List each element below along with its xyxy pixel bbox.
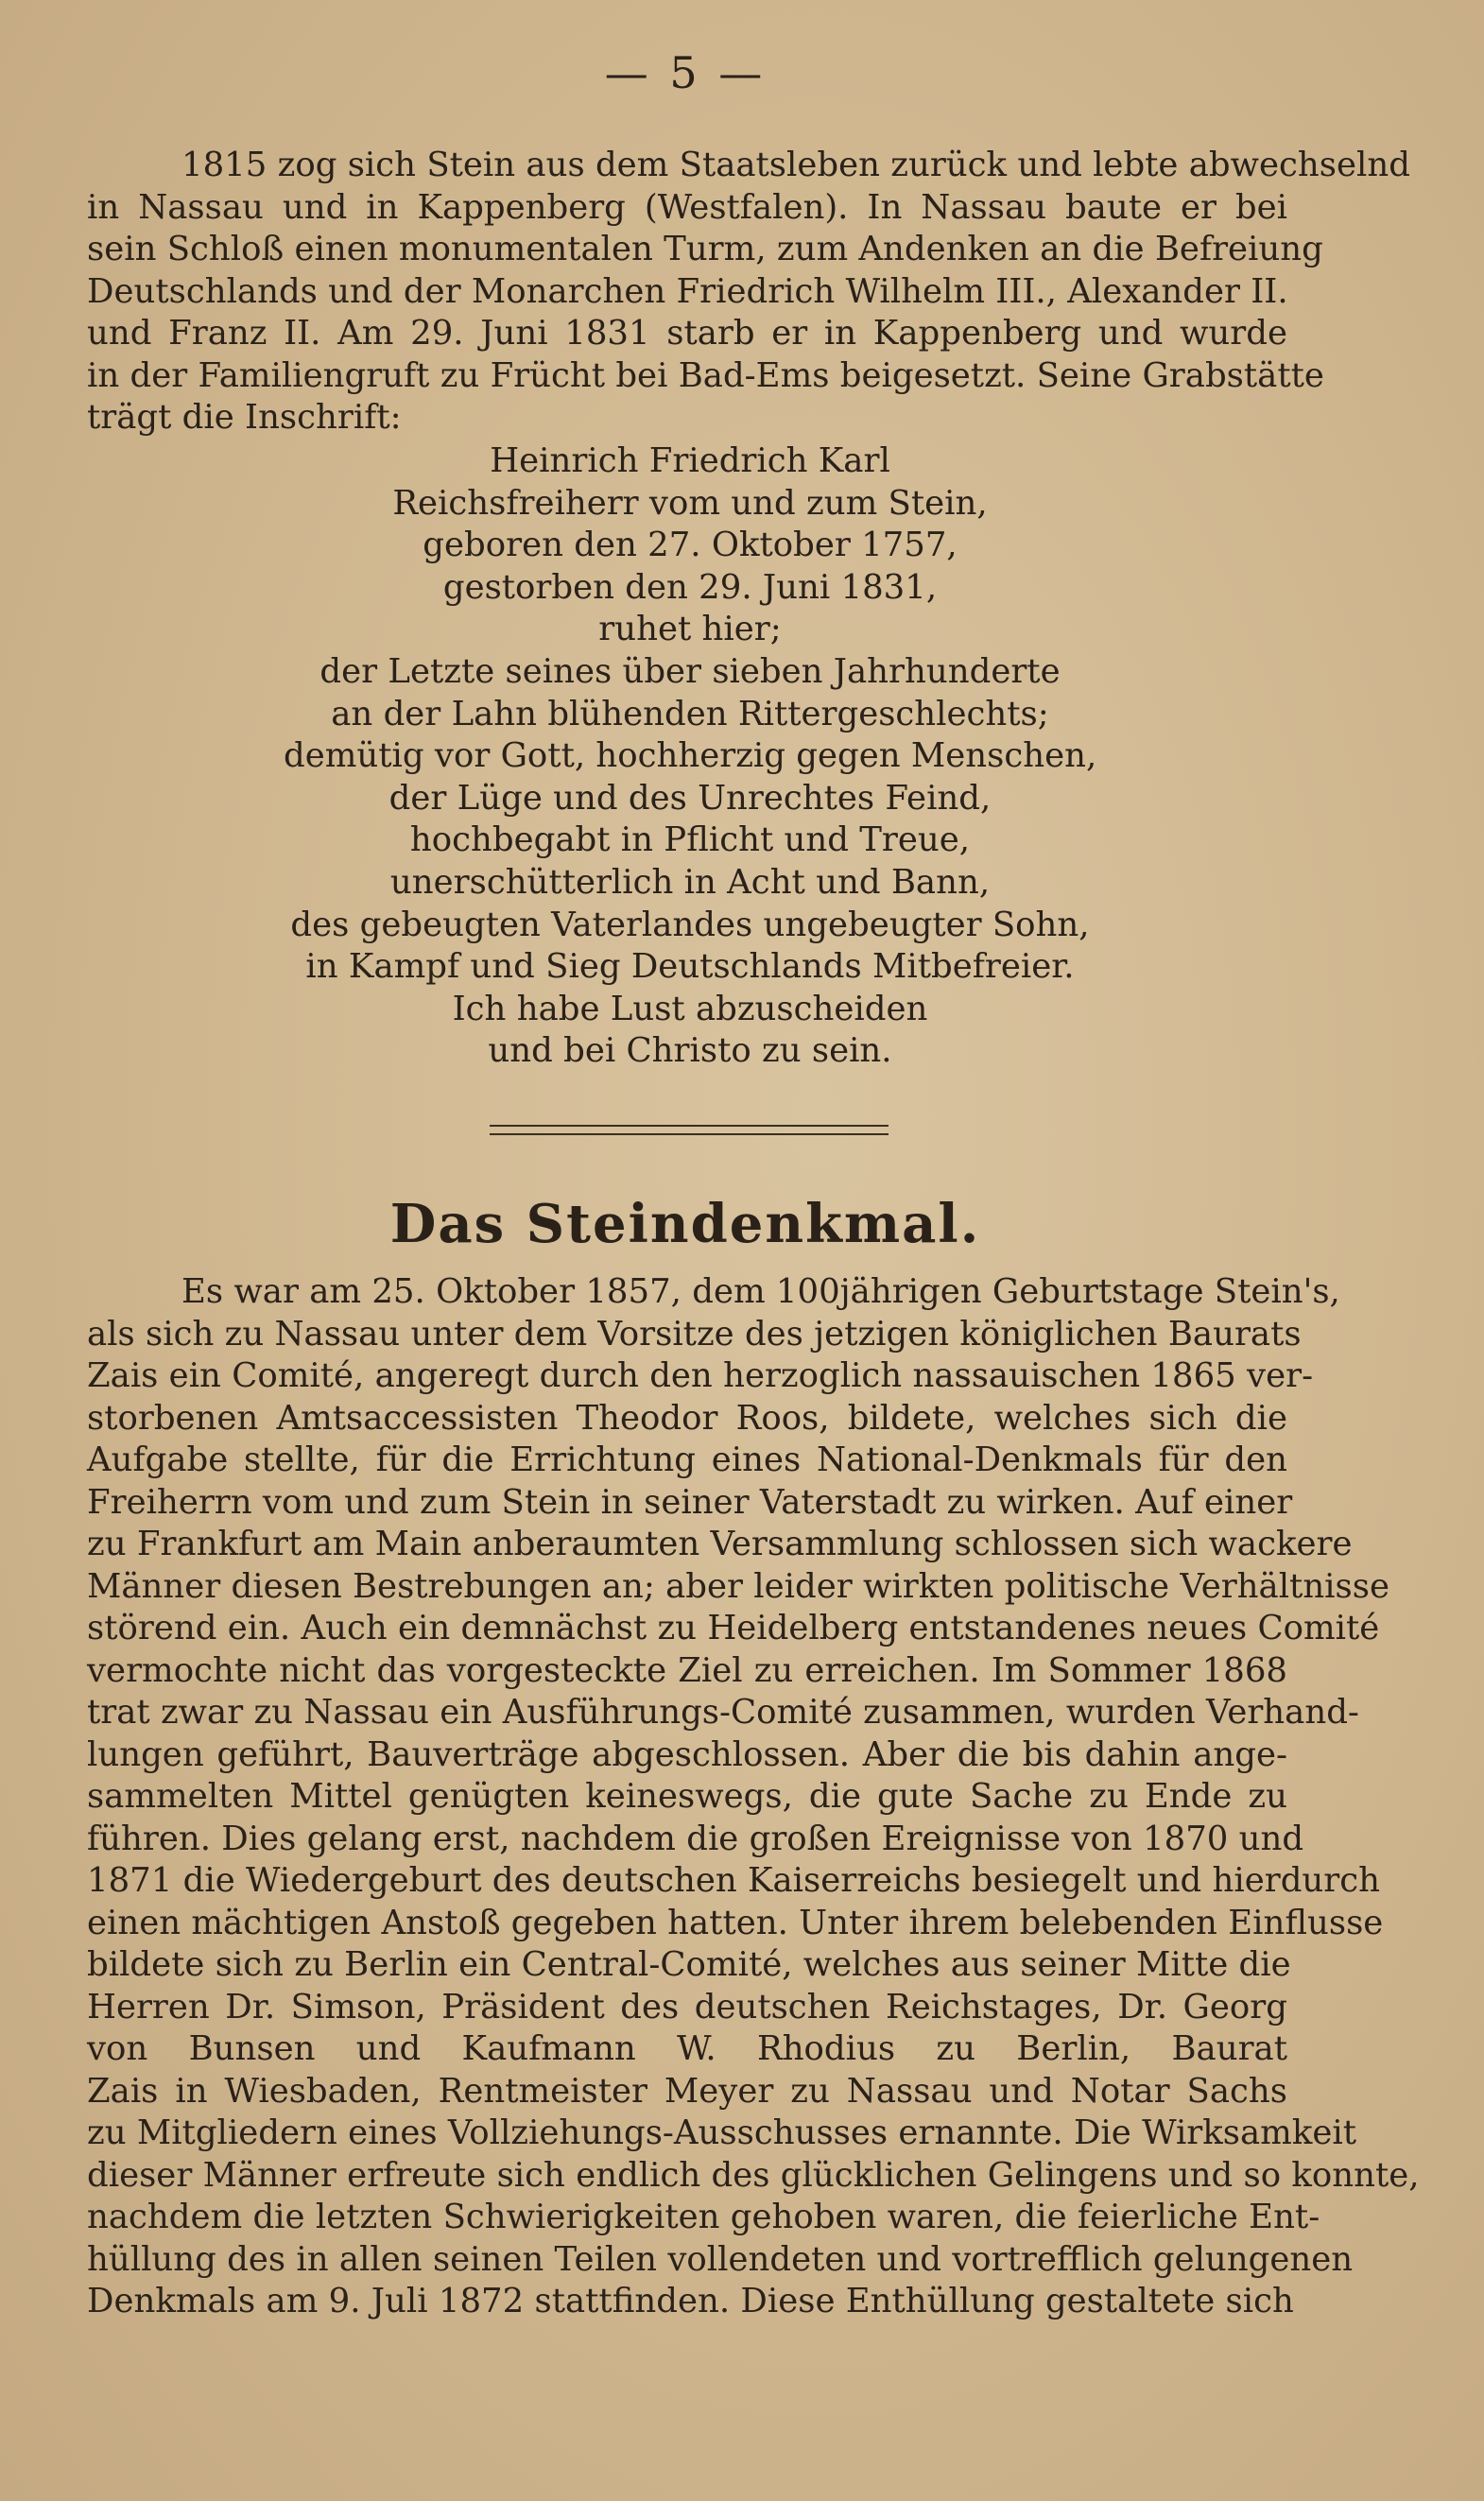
body-line: Zais in Wiesbaden, Rentmeister Meyer zu Nassau und Notar Sachs: [87, 2071, 1287, 2111]
section-divider: [490, 1133, 889, 1135]
body-line: sammelten Mittel genügten keineswegs, die gute Sache zu Ende zu: [87, 1777, 1287, 1816]
body-line: Männer diesen Bestrebungen an; aber leider wirkten politische Verhältnisse: [87, 1566, 1389, 1606]
body-line: trat zwar zu Nassau ein Ausführungs-Comité zusammen, wurden Verhand-: [87, 1693, 1359, 1732]
body-line: storbenen Amtsaccessisten Theodor Roos, bildete, welches sich die: [87, 1398, 1287, 1438]
intro-line: sein Schloß einen monumentalen Turm, zum Andenken an die Befreiung: [87, 230, 1323, 268]
inscription-line: der Letzte seines über sieben Jahrhunderte: [319, 651, 1061, 691]
inscription-line: unerschütterlich in Acht und Bann,: [389, 862, 991, 902]
intro-line: und Franz II. Am 29. Juni 1831 starb er in Kappenberg und wurde: [87, 314, 1287, 353]
body-line: lungen geführt, Bauverträge abgeschlossen. Aber die bis dahin ange-: [87, 1734, 1287, 1774]
body-line: vermochte nicht das vorgesteckte Ziel zu erreichen. Im Sommer 1868: [87, 1650, 1287, 1690]
body-line: zu Mitgliedern eines Vollziehungs-Ausschusses ernannte. Die Wirksamkeit: [87, 2113, 1356, 2152]
body-line: Zais ein Comité, angeregt durch den herzoglich nassauischen 1865 ver-: [87, 1356, 1314, 1395]
body-line: bildete sich zu Berlin ein Central-Comité, welches aus seiner Mitte die: [87, 1945, 1291, 1984]
inscription-line: Reichsfreiherr vom und zum Stein,: [392, 483, 988, 523]
section-heading: Das Steindenkmal.: [389, 1193, 981, 1255]
inscription-line: des gebeugten Vaterlandes ungebeugter Sohn,: [290, 905, 1090, 944]
inscription-line: gestorben den 29. Juni 1831,: [442, 567, 938, 607]
inscription-line: der Lüge und des Unrechtes Feind,: [388, 778, 992, 818]
intro-line: in der Familiengruft zu Frücht bei Bad-Ems beigesetzt. Seine Grabstätte: [87, 355, 1324, 395]
grave-inscription: [284, 440, 1096, 1073]
body-line: zu Frankfurt am Main anberaumten Versammlung schlossen sich wackere: [87, 1525, 1353, 1563]
inscription-line: in Kampf und Sieg Deutschlands Mitbefreier.: [305, 947, 1075, 987]
body-line: Freiherrn vom und zum Stein in seiner Vaterstadt zu wirken. Auf einer: [87, 1482, 1293, 1522]
body-line: nachdem die letzten Schwierigkeiten gehoben waren, die feierliche Ent-: [87, 2198, 1320, 2236]
inscription-line: demütig vor Gott, hochherzig gegen Menschen,: [284, 736, 1097, 776]
body-line: störend ein. Auch ein demnächst zu Heidelberg entstandenes neues Comité: [87, 1609, 1380, 1647]
inscription-line: ruhet hier;: [598, 610, 782, 649]
body-line: Herren Dr. Simson, Präsident des deutschen Reichstages, Dr. Georg: [87, 1987, 1287, 2027]
body-line: als sich zu Nassau unter dem Vorsitze des jetzigen königlichen Baurats: [87, 1314, 1302, 1354]
intro-paragraph: [87, 145, 1410, 440]
inscription-line: Heinrich Friedrich Karl: [490, 441, 890, 480]
inscription-line: und bei Christo zu sein.: [488, 1031, 892, 1071]
inscription-line: hochbegabt in Pflicht und Treue,: [409, 820, 971, 860]
section-divider: [490, 1125, 889, 1127]
intro-line: in Nassau und in Kappenberg (Westfalen). In Nassau baute er bei: [87, 187, 1287, 227]
body-line: Aufgabe stellte, für die Errichtung eines National-Denkmals für den: [87, 1440, 1287, 1479]
body-line: einen mächtigen Anstoß gegeben hatten. Unter ihrem belebenden Einflusse: [87, 1903, 1384, 1942]
intro-line: 1815 zog sich Stein aus dem Staatsleben zurück und lebte abwechselnd: [181, 146, 1410, 184]
page-number: — 5 —: [604, 47, 767, 98]
body-line: führen. Dies gelang erst, nachdem die großen Ereignisse von 1870 und: [87, 1819, 1304, 1858]
body-line: hüllung des in allen seinen Teilen vollendeten und vortrefflich gelungenen: [87, 2239, 1354, 2279]
body-line: dieser Männer erfreute sich endlich des glücklichen Gelingens und so konnte,: [87, 2155, 1420, 2195]
body-paragraph: [87, 1271, 1420, 2323]
body-line: Es war am 25. Oktober 1857, dem 100jährigen Geburtstage Stein's,: [181, 1272, 1340, 1311]
inscription-line: an der Lahn blühenden Rittergeschlechts;: [331, 694, 1049, 733]
intro-line: Deutschlands und der Monarchen Friedrich Wilhelm III., Alexander II.: [87, 271, 1288, 311]
body-line: 1871 die Wiedergeburt des deutschen Kaiserreichs besiegelt und hierdurch: [87, 1861, 1380, 1900]
inscription-line: geboren den 27. Oktober 1757,: [423, 526, 958, 565]
body-line: von Bunsen und Kaufmann W. Rhodius zu Berlin, Baurat: [87, 2029, 1287, 2068]
body-line: Denkmals am 9. Juli 1872 stattfinden. Diese Enthüllung gestaltete sich: [87, 2282, 1294, 2320]
intro-line: trägt die Inschrift:: [87, 398, 402, 437]
inscription-line: Ich habe Lust abzuscheiden: [452, 989, 928, 1028]
